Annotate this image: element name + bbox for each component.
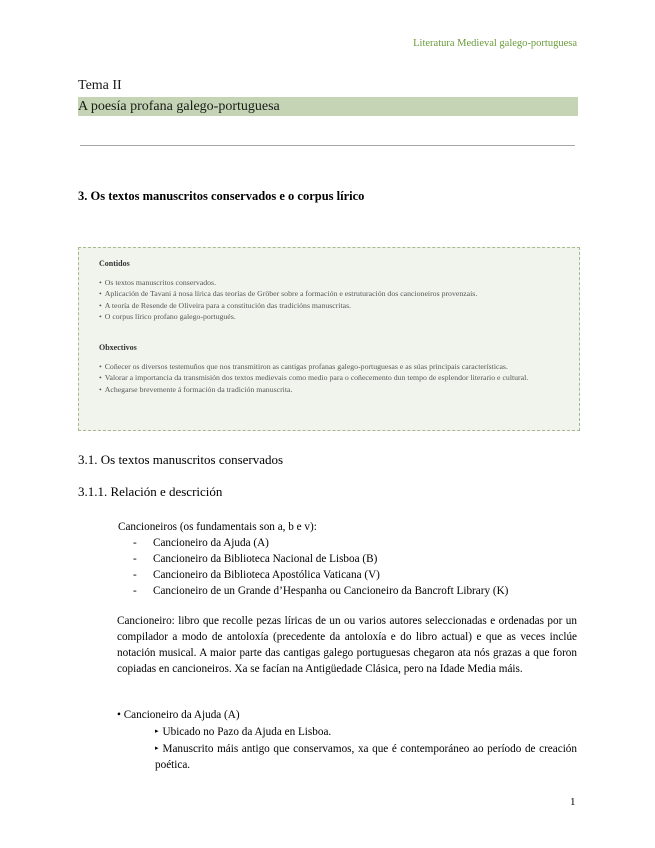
spacer xyxy=(99,322,559,342)
list-item: - Cancioneiro de un Grande d’Hespanha ou Cancioneiro da Bancroft Library (K) xyxy=(133,583,508,599)
subsection-heading: 3.1. Os textos manuscritos conservados xyxy=(78,452,284,467)
list-item: ▸ Ubicado no Pazo da Ajuda en Lisboa. xyxy=(155,723,577,740)
list-item: • O corpus lírico profano galego-portugués. xyxy=(99,311,559,322)
cancioneiros-list xyxy=(133,535,508,599)
list-item: • Coñecer os diversos testemuños que nos transmitiron as cantigas profanas galego-portuguesas e as súas principais características. xyxy=(99,361,559,372)
subsubsection-heading: 3.1.1. Relación e descrición xyxy=(78,484,223,499)
contidos-heading: Contidos xyxy=(99,259,130,268)
tema-label: Tema II xyxy=(78,78,122,93)
tema-title: A poesía profana galego-portuguesa xyxy=(78,97,578,116)
list-item: • Os textos manuscritos conservados. xyxy=(99,277,559,288)
summary-box xyxy=(78,247,580,431)
obxectivos-list xyxy=(99,361,559,395)
running-header: Literatura Medieval galego-portuguesa xyxy=(413,38,577,49)
list-item: • Achegarse brevemente á formación da tradición manuscrita. xyxy=(99,384,559,395)
section-heading: 3. Os textos manuscritos conservados e o corpus lírico xyxy=(78,189,365,203)
horizontal-rule xyxy=(80,145,575,146)
list-item: • Aplicación de Tavani á nosa lírica das teorías de Gröber sobre a formación e estruturación dos cancioneiros provenzais. xyxy=(99,288,559,299)
list-item: ▸ Manuscrito máis antigo que conservamos, xa que é contemporáneo ao período de creación poética. xyxy=(155,740,577,773)
list-item: - Cancioneiro da Biblioteca Apostólica Vaticana (V) xyxy=(133,567,508,583)
list-item: - Cancioneiro da Biblioteca Nacional de Lisboa (B) xyxy=(133,551,508,567)
list-item: • Valorar a importancia da transmisión dos textos medievais como medio para o coñecemento dun tempo de esplendor literario e cultural. xyxy=(99,372,559,383)
contidos-list xyxy=(99,277,559,322)
obxectivos-heading: Obxectivos xyxy=(99,343,137,353)
list-item: • A teoría de Resende de Oliveira para a constitución das tradicións manuscritas. xyxy=(99,300,559,311)
cancioneiros-intro: Cancioneiros (os fundamentais son a, b e v): xyxy=(118,521,317,533)
ajuda-heading: • Cancioneiro da Ajuda (A) xyxy=(117,709,240,721)
definition-paragraph: Cancioneiro: libro que recolle pezas líricas de un ou varios autores seleccionadas e ordenadas por un compilador a modo de antoloxía (precedente da antoloxía e do libro actual) e que as veces inclúe notación musical. A maior parte das cantigas galego portuguesas chegaron ata nós grazas a que foron copiadas en cancioneiros. Xa se facían na Antigüedade Clásica, pero na Idade Media máis. xyxy=(117,615,577,675)
ajuda-list xyxy=(155,723,577,773)
list-item: - Cancioneiro da Ajuda (A) xyxy=(133,535,508,551)
page-number: 1 xyxy=(570,796,576,808)
